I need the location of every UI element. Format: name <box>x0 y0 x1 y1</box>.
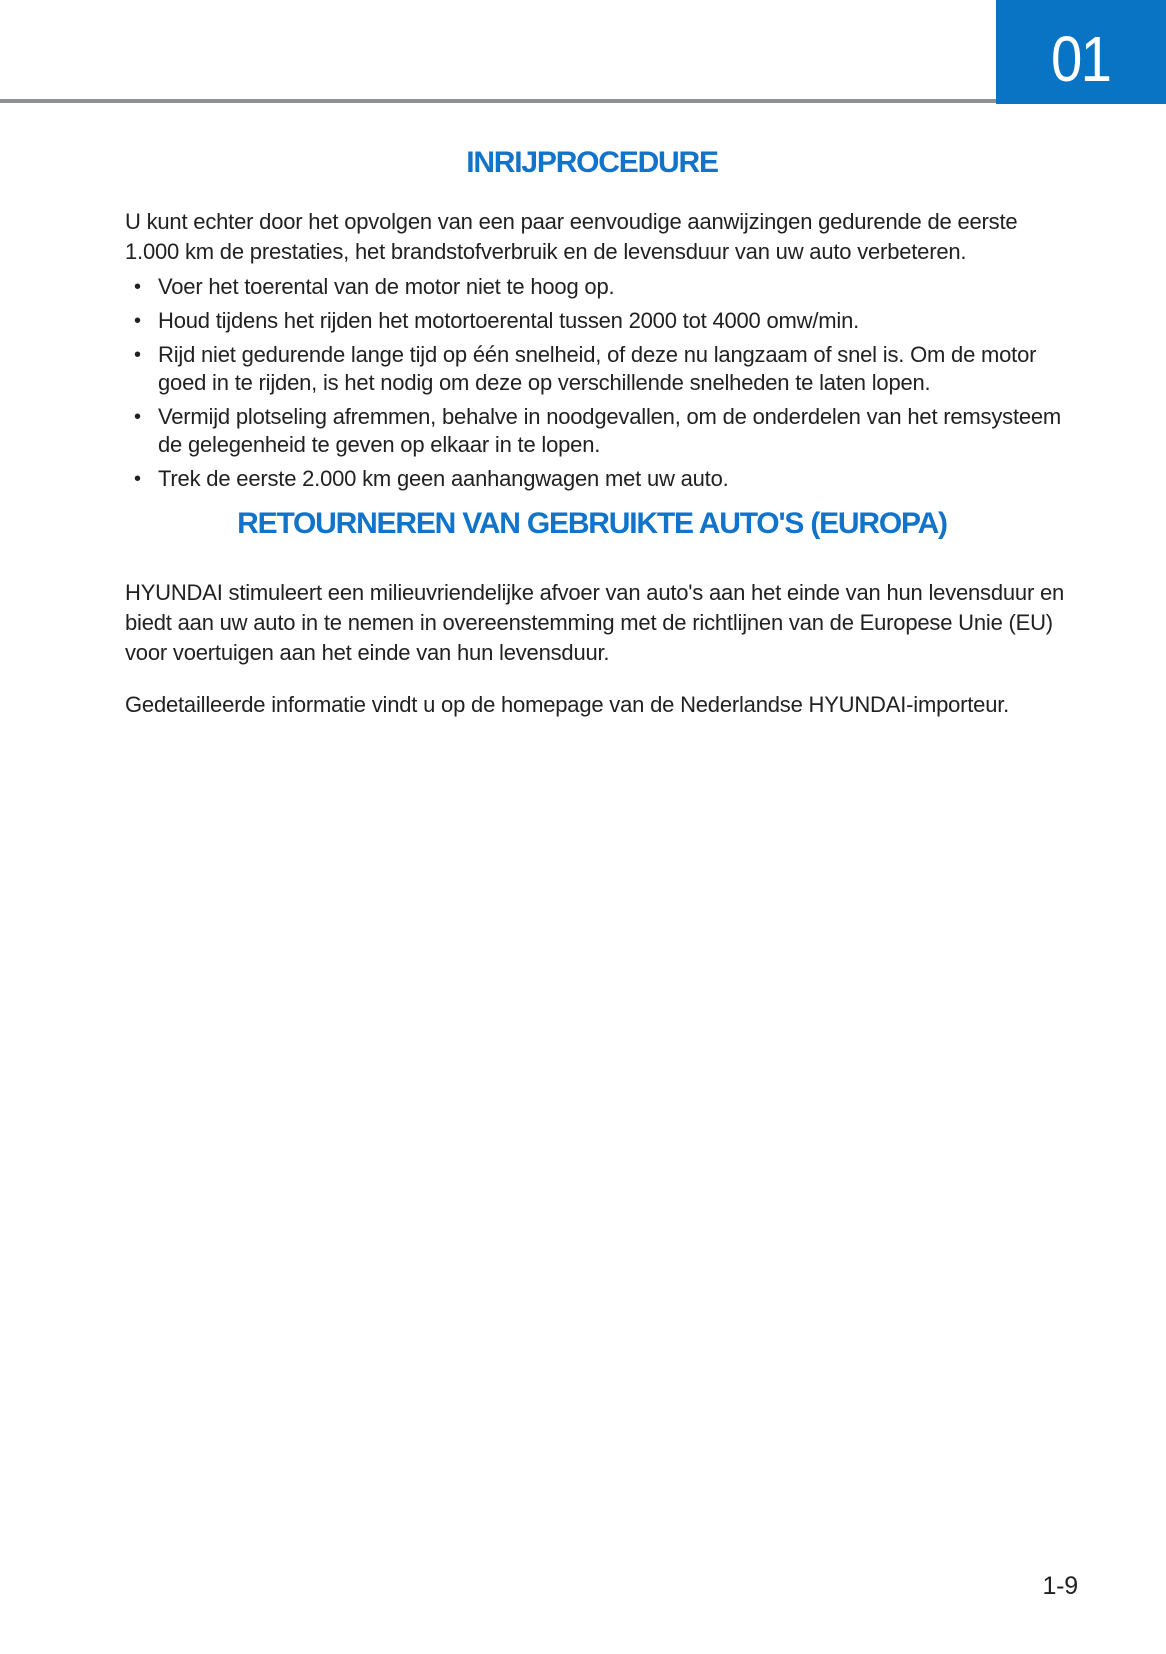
bullet-marker: • <box>134 344 141 366</box>
bullet-item <box>125 403 1075 459</box>
bullet-item <box>125 273 1075 301</box>
recycling-paragraph: HYUNDAI stimuleert een milieuvriendelijke afvoer van auto's aan het einde van hun levensduur en biedt aan uw auto in te nemen in overeenstemming met de richtlijnen van de Europese Unie (EU) voor voertuigen aan het einde van hun levensduur. <box>125 580 1065 665</box>
bullet-marker: • <box>134 468 141 490</box>
section-title-retourneren: RETOURNEREN VAN GEBRUIKTE AUTO'S (EUROPA) <box>237 507 947 540</box>
bullet-marker: • <box>134 310 141 332</box>
header-divider <box>0 99 996 103</box>
page-number: 1-9 <box>1042 1572 1078 1600</box>
bullet-marker: • <box>134 406 141 428</box>
section-title-inrijprocedure: INRIJPROCEDURE <box>466 146 718 179</box>
bullet-list <box>125 273 1075 493</box>
chapter-number: 01 <box>1051 23 1111 95</box>
importer-info-paragraph: Gedetailleerde informatie vindt u op de homepage van de Nederlandse HYUNDAI-importeur. <box>125 692 1010 717</box>
intro-paragraph: U kunt echter door het opvolgen van een paar eenvoudige aanwijzingen gedurende de eerste 1.000 km de prestaties, het brandstofverbruik en de levensduur van uw auto verbeteren. <box>125 209 1018 264</box>
bullet-text: Trek de eerste 2.000 km geen aanhangwagen met uw auto. <box>158 466 729 491</box>
bullet-item <box>125 307 1075 335</box>
chapter-badge <box>996 0 1166 104</box>
bullet-text: Vermijd plotseling afremmen, behalve in noodgevallen, om de onderdelen van het remsysteem de gelegenheid te geven op elkaar in te lopen. <box>158 404 1062 457</box>
bullet-item <box>125 465 1075 493</box>
bullet-marker: • <box>134 276 141 298</box>
bullet-item <box>125 341 1075 397</box>
page-content <box>125 146 1075 720</box>
bullet-text: Voer het toerental van de motor niet te hoog op. <box>158 274 615 299</box>
bullet-text: Rijd niet gedurende lange tijd op één snelheid, of deze nu langzaam of snel is. Om de motor goed in te rijden, is het nodig om deze op verschillende snelheden te laten lopen. <box>158 342 1037 395</box>
bullet-text: Houd tijdens het rijden het motortoerental tussen 2000 tot 4000 omw/min. <box>158 308 860 333</box>
